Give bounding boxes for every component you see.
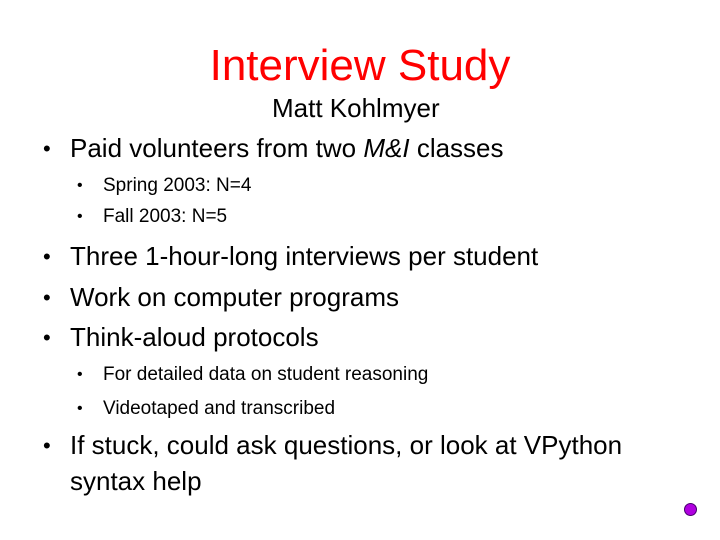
bullet-dot-icon: •	[43, 136, 51, 161]
bullet-text-part: classes	[409, 133, 504, 163]
bullet-text	[70, 129, 504, 168]
bullet-text: syntax help	[70, 466, 202, 496]
bullet-text: Three 1-hour-long interviews per student	[70, 241, 539, 271]
bullet-text-part: Paid volunteers from two	[70, 133, 364, 163]
bullet-text-emphasis: M&I	[363, 133, 410, 163]
sub-bullet-text: Fall 2003: N=5	[103, 206, 228, 227]
sub-bullet-dot-icon: •	[77, 400, 83, 417]
bullet-text: Work on computer programs	[70, 282, 399, 312]
sub-bullet-text: Spring 2003: N=4	[103, 175, 252, 196]
action-button-dot-icon[interactable]	[684, 503, 697, 516]
bullet-dot-icon: •	[43, 244, 51, 269]
bullet-dot-icon: •	[43, 433, 51, 458]
sub-bullet-text: For detailed data on student reasoning	[103, 364, 429, 385]
bullet-dot-icon: •	[43, 285, 51, 310]
sub-bullet-dot-icon: •	[77, 208, 83, 225]
sub-bullet-dot-icon: •	[77, 177, 83, 194]
bullet-dot-icon: •	[43, 325, 51, 350]
sub-bullet-dot-icon: •	[77, 366, 83, 383]
slide-title: Interview Study	[209, 41, 511, 90]
bullet-text: Think-aloud protocols	[70, 322, 319, 352]
bullet-text: If stuck, could ask questions, or look at VPython	[70, 430, 623, 460]
slide-subtitle: Matt Kohlmyer	[272, 93, 440, 123]
sub-bullet-text: Videotaped and transcribed	[103, 398, 336, 419]
